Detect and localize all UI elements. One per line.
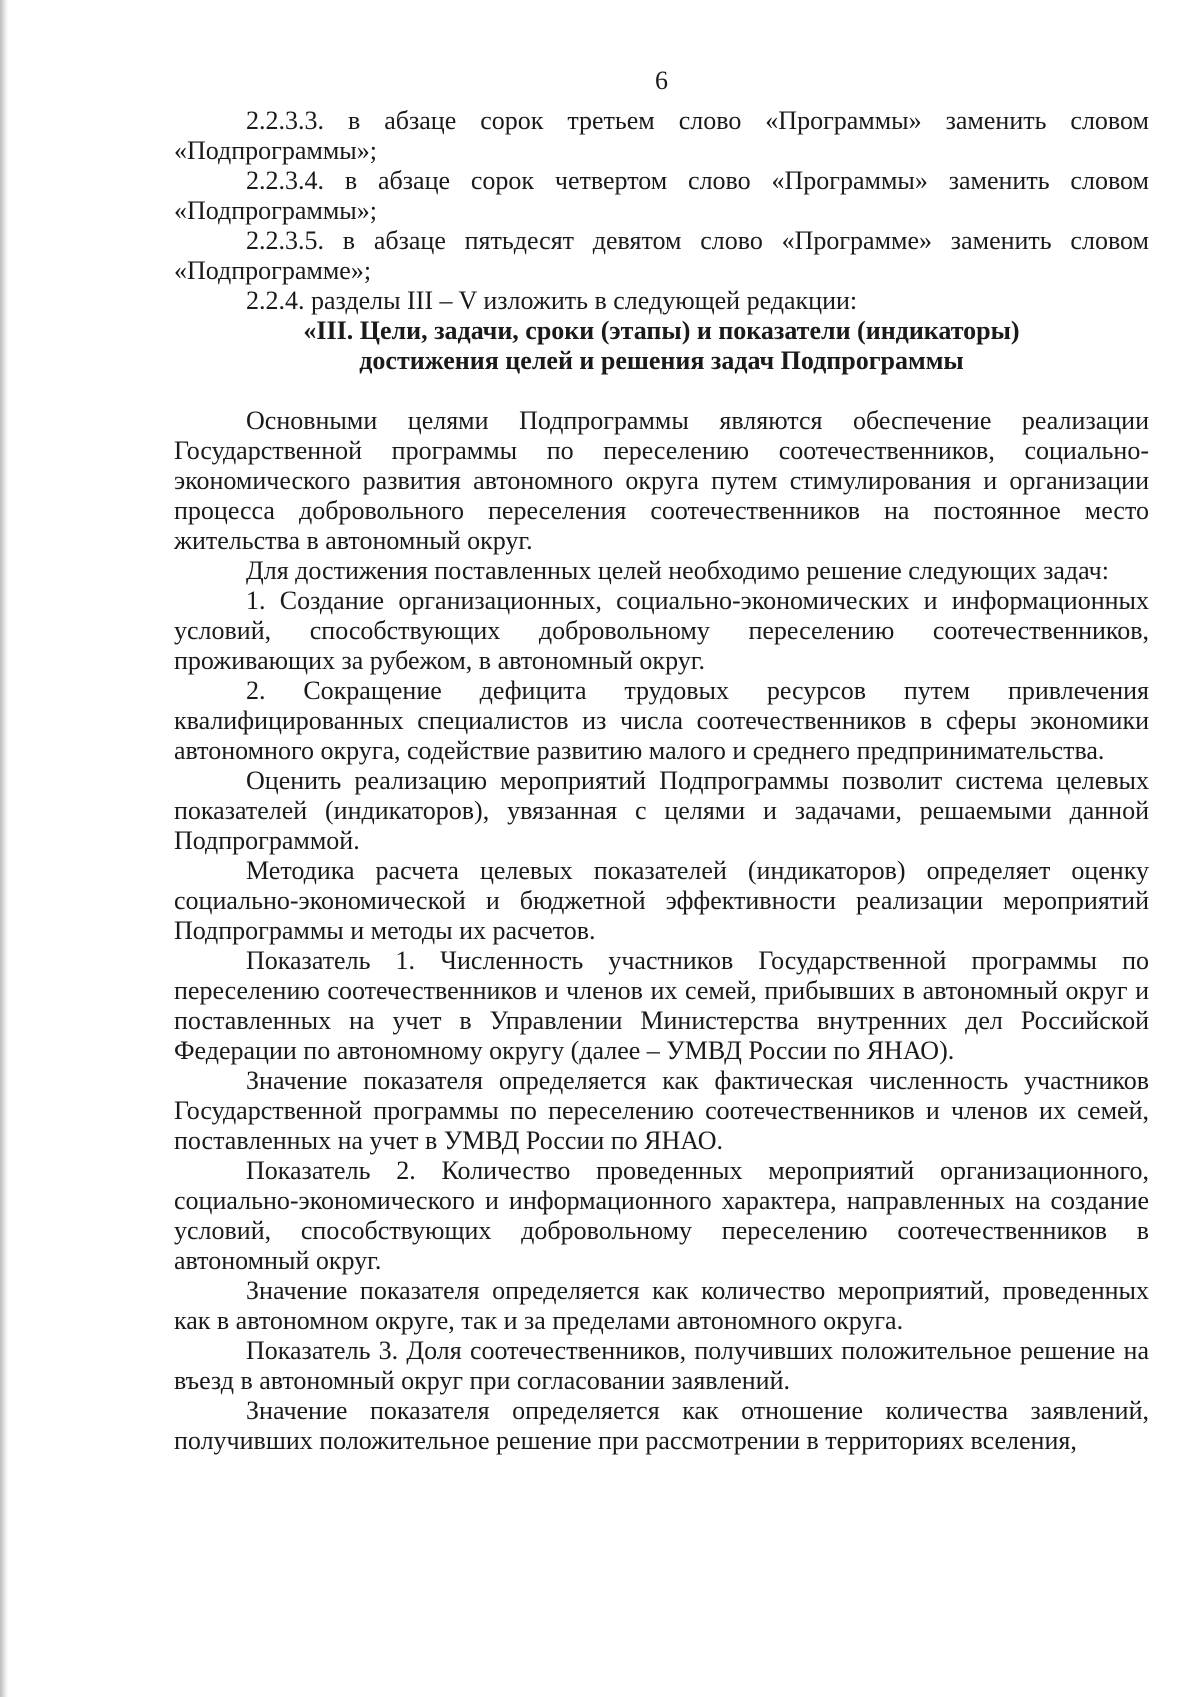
paragraph-task-2: 2. Сокращение дефицита трудовых ресурсов путем привлечения квалифицированных специалистов из числа соотечественников в сферы экономики автономного округа, содействие развитию малого и среднего предпринимательства. (174, 676, 1149, 765)
document-page (174, 66, 1149, 1456)
paragraph-2-2-4: 2.2.4. разделы III – V изложить в следующей редакции: (246, 286, 858, 315)
paragraph-methodology: Методика расчета целевых показателей (индикаторов) определяет оценку социально-экономической и бюджетной эффективности реализации мероприятий Подпрограммы и методы их расчетов. (174, 856, 1149, 945)
paragraph-indicator-3-value: Значение показателя определяется как отношение количества заявлений, получивших положительное решение при рассмотрении в территориях вселения, (174, 1396, 1149, 1455)
page-number: 6 (655, 66, 668, 95)
scan-edge-shadow (0, 0, 8, 1697)
paragraph-tasks-intro: Для достижения поставленных целей необходимо решение следующих задач: (246, 556, 1109, 585)
paragraph-goals: Основными целями Подпрограммы являются обеспечение реализации Государственной программы по переселению соотечественников, социально-экономического развития автономного округа путем стимулирования и организации процесса добровольного переселения соотечественников на постоянное место жительства в автономный округ. (174, 406, 1149, 555)
paragraph-task-1: 1. Создание организационных, социально-экономических и информационных условий, способствующих добровольному переселению соотечественников, проживающих за рубежом, в автономный округ. (174, 586, 1149, 675)
paragraph-indicator-1: Показатель 1. Численность участников Государственной программы по переселению соотечественников и членов их семей, прибывших в автономный округ и поставленных на учет в Управлении Министерства внутренних дел Российской Федерации по автономному округу (далее – УМВД России по ЯНАО). (174, 946, 1149, 1065)
paragraph-indicator-1-value: Значение показателя определяется как фактическая численность участников Государственной программы по переселению соотечественников и членов их семей, поставленных на учет в УМВД России по ЯНАО. (174, 1066, 1149, 1155)
paragraph-2-2-3-5: 2.2.3.5. в абзаце пятьдесят девятом слово «Программе» заменить словом «Подпрограмме»; (174, 226, 1149, 285)
paragraph-evaluation: Оценить реализацию мероприятий Подпрограммы позволит система целевых показателей (индикаторов), увязанная с целями и задачами, решаемыми данной Подпрограммой. (174, 766, 1149, 855)
paragraph-2-2-3-4: 2.2.3.4. в абзаце сорок четвертом слово «Программы» заменить словом «Подпрограммы»; (174, 166, 1149, 225)
section-heading (174, 316, 1149, 376)
paragraph-2-2-3-3: 2.2.3.3. в абзаце сорок третьем слово «Программы» заменить словом «Подпрограммы»; (174, 106, 1149, 165)
section-heading-line-2: достижения целей и решения задач Подпрограммы (359, 346, 964, 375)
section-heading-line-1: «III. Цели, задачи, сроки (этапы) и показатели (индикаторы) (303, 316, 1020, 345)
paragraph-indicator-2: Показатель 2. Количество проведенных мероприятий организационного, социально-экономического и информационного характера, направленных на создание условий, способствующих добровольному переселению соотечественников в автономный округ. (174, 1156, 1149, 1275)
paragraph-indicator-2-value: Значение показателя определяется как количество мероприятий, проведенных как в автономном округе, так и за пределами автономного округа. (174, 1276, 1149, 1335)
paragraph-indicator-3: Показатель 3. Доля соотечественников, получивших положительное решение на въезд в автономный округ при согласовании заявлений. (174, 1336, 1149, 1395)
